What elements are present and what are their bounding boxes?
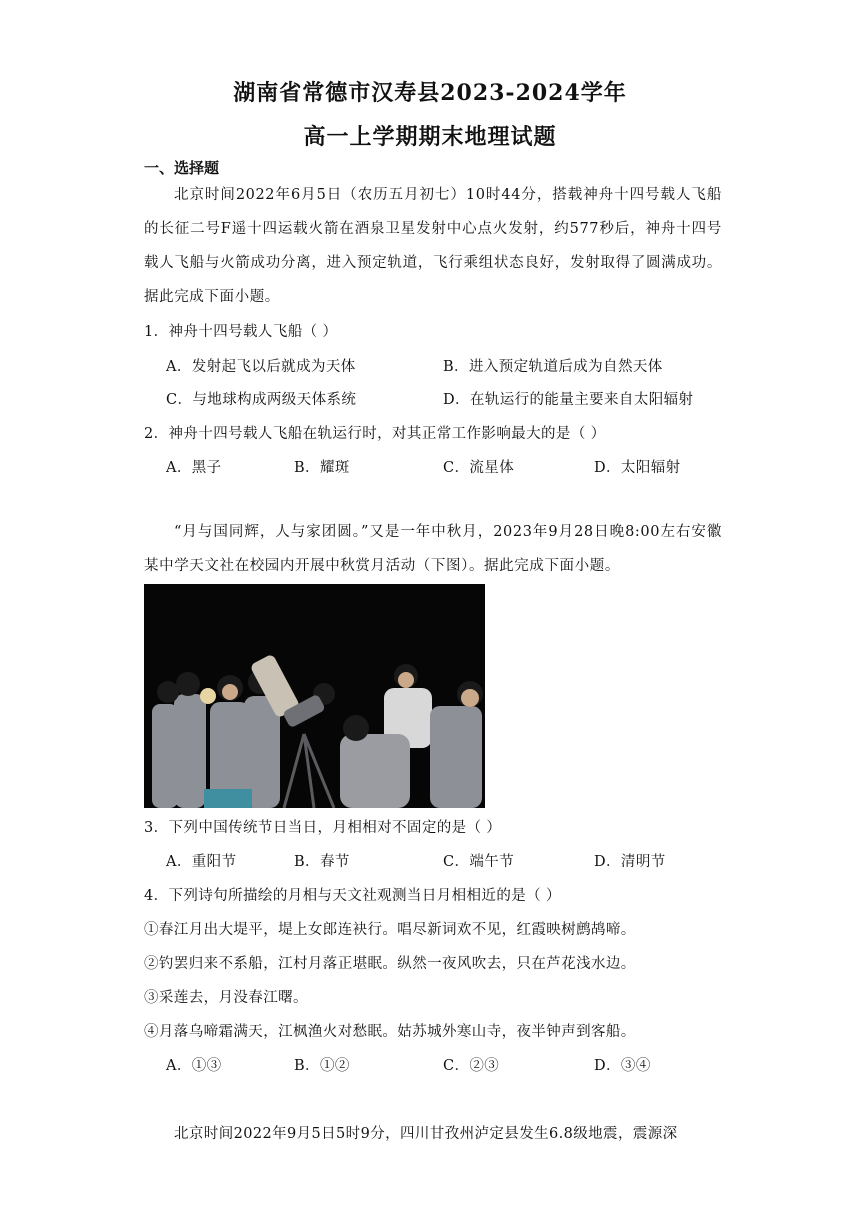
question-4-option-d[interactable]: D．③④: [594, 1058, 651, 1074]
question-3-option-a[interactable]: A．重阳节: [166, 854, 237, 870]
photo-illustration: [144, 584, 485, 808]
question-1-option-d[interactable]: D．在轨运行的能量主要来自太阳辐射: [443, 392, 694, 408]
question-2-option-d[interactable]: D．太阳辐射: [594, 460, 681, 476]
question-4-poem-3: ③采莲去，月没春江曙。: [144, 990, 308, 1006]
question-4-poem-4: ④月落乌啼霜满天，江枫渔火对愁眠。姑苏城外寒山寺，夜半钟声到客船。: [144, 1024, 636, 1040]
question-1-option-a[interactable]: A．发射起飞以后就成为天体: [166, 359, 356, 375]
question-2-option-a[interactable]: A．黑子: [166, 460, 222, 476]
question-1-option-b[interactable]: B．进入预定轨道后成为自然天体: [443, 359, 663, 375]
question-4-poem-2: ②钓罢归来不系船，江村月落正堪眠。纵然一夜风吹去，只在芦花浅水边。: [144, 956, 636, 972]
question-3-option-b[interactable]: B．春节: [294, 854, 350, 870]
question-2-option-c[interactable]: C．流星体: [443, 460, 515, 476]
question-4-option-a[interactable]: A．①③: [166, 1058, 222, 1074]
question-4-stem: 4．下列诗句所描绘的月相与天文社观测当日月相相近的是（ ）: [144, 888, 561, 904]
question-4-option-c[interactable]: C．②③: [443, 1058, 500, 1074]
question-1-stem: 1．神舟十四号载人飞船（ ）: [144, 324, 338, 340]
question-2-stem: 2．神舟十四号载人飞船在轨运行时，对其正常工作影响最大的是（ ）: [144, 426, 606, 442]
question-3-option-c[interactable]: C．端午节: [443, 854, 515, 870]
section-heading: 一、选择题: [144, 159, 220, 177]
question-2-option-b[interactable]: B．耀斑: [294, 460, 350, 476]
question-3-stem: 3．下列中国传统节日当日，月相相对不固定的是（ ）: [144, 820, 502, 836]
question-3-option-d[interactable]: D．清明节: [594, 854, 666, 870]
passage-3-start: 北京时间2022年9月5日5时9分，四川甘孜州泸定县发生6.8级地震，震源深: [174, 1126, 678, 1142]
exam-title-line1: 湖南省常德市汉寿县2023-2024学年: [233, 80, 627, 106]
question-4-option-b[interactable]: B．①②: [294, 1058, 350, 1074]
passage-1: 北京时间2022年6月5日（农历五月初七）10时44分，搭载神舟十四号载人飞船的长征二号F遥十四运载火箭在酒泉卫星发射中心点火发射，约577秒后，神舟十四号载人飞船与火箭成功分离，进入预定轨道，飞行乘组状态良好，发射取得了圆满成功。据此完成下面小题。: [144, 187, 722, 305]
question-1-option-c[interactable]: C．与地球构成两级天体系统: [166, 392, 357, 408]
exam-title-line2: 高一上学期期末地理试题: [303, 124, 557, 150]
moon-watching-photo: [144, 584, 485, 808]
question-4-poem-1: ①春江月出大堤平，堤上女郎连袂行。唱尽新词欢不见，红霞映树鹧鸪啼。: [144, 922, 636, 938]
passage-2: “月与国同辉，人与家团圆。”又是一年中秋月，2023年9月28日晚8:00左右安徽某中学天文社在校园内开展中秋赏月活动（下图）。据此完成下面小题。: [144, 524, 722, 574]
